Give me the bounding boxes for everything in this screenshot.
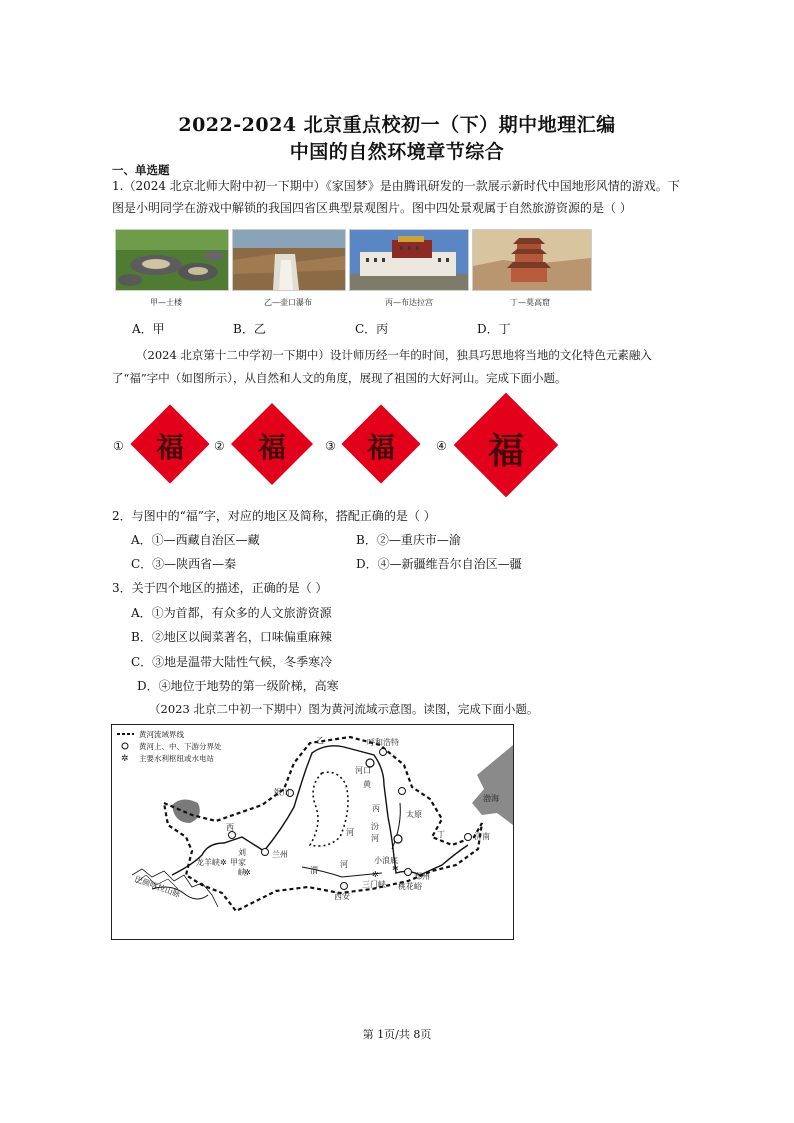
label-yi: 乙 (316, 736, 324, 745)
photo-mogao-caves (472, 229, 592, 291)
hohhot-city (380, 749, 387, 756)
q1-stem-line2: 图是小明同学在游戏中解锁的我国四省区典型景观图片。图中四处景观属于自然旅游资源的是（ ） (112, 201, 632, 215)
label-fen: 汾 (371, 822, 379, 831)
fu-marker-3: ③ (325, 439, 336, 453)
label-yinchuan: 银川 (274, 788, 290, 797)
label-he3: 河 (340, 860, 348, 869)
label-liujiaxia-2: 家 (238, 858, 246, 867)
fu-image-2 (231, 403, 313, 485)
legend-basin-boundary: 黄河流域界线 (139, 730, 184, 739)
intro-map: （2023 北京二中初一下期中）图为黄河流域示意图。读图，完成下面小题。 (149, 702, 539, 716)
taohuayu-division (394, 835, 402, 843)
label-xiaolangdi: 小浪底 (374, 856, 398, 865)
intro-fu (112, 344, 690, 390)
label-bing: 丙 (372, 804, 380, 813)
caption-ding: 丁—莫高窟 (510, 298, 550, 307)
q3-option-a: A．①为首都，有众多的人文旅游资源 (131, 606, 332, 620)
label-taiyuan: 太原 (406, 810, 422, 819)
legend-reach-division: 黄河上、中、下游分界处 (139, 742, 222, 751)
yellow-river (172, 746, 468, 875)
fu-image-4 (454, 393, 558, 497)
fu-marker-4: ④ (436, 439, 447, 453)
label-liujiaxia-1: 刘 (238, 848, 246, 857)
q2-option-a: A．①—西藏自治区—藏 (131, 533, 260, 547)
label-bayan-har: 巴颜喀拉山脉 (133, 874, 182, 900)
xian-city (341, 883, 348, 890)
label-jinan: 济南 (474, 832, 490, 841)
label-bohai: 渤海 (483, 794, 499, 803)
q3-option-d: D．④地位于地势的第一级阶梯，高寒 (137, 679, 339, 693)
legend-dam-icon: ✲ (121, 754, 129, 764)
caption-jia: 甲—土楼 (150, 298, 182, 307)
taiyuan-city (399, 788, 406, 795)
xining-city (229, 832, 236, 839)
fu-marker-2: ② (214, 439, 225, 453)
label-hohhot: 呼和浩特 (367, 738, 399, 747)
label-huang: 黄 (363, 780, 371, 789)
fu-image-1 (130, 404, 210, 484)
fu-char-1: 福 (155, 431, 184, 464)
q3-stem: 3．关于四个地区的描述，正确的是（ ） (112, 581, 328, 595)
caption-bing: 丙—布达拉宫 (385, 298, 433, 307)
dam-liujiaxia-icon: ✲ (244, 868, 251, 877)
section-label: 一、单选题 (112, 163, 170, 177)
q1-option-d: D．丁 (477, 322, 511, 336)
legend-dam: 主要水利枢纽或水电站 (139, 754, 214, 763)
basin-boundary (164, 737, 482, 911)
fu-char-3: 福 (366, 431, 395, 464)
yellow-river-map (111, 724, 514, 940)
dam-sanmenxia-icon: ✲ (372, 870, 379, 879)
jinan-city (465, 834, 472, 841)
fu-char-2: 福 (257, 431, 286, 464)
photo-tulou (115, 229, 229, 291)
intro-fu-line2: 了“福”字中（如图所示），从自然和人文的角度，展现了祖国的大好河山。完成下面小题。 (112, 371, 567, 385)
label-wei: 渭 (310, 866, 318, 875)
label-taohuayu: 桃花峪 (398, 882, 422, 891)
photo-hukou-waterfall (232, 229, 346, 291)
fu-marker-1: ① (113, 439, 124, 453)
label-longyangxia: 龙羊峡 (196, 858, 220, 867)
fu-char-4: 福 (487, 430, 524, 472)
label-liujiaxia-3: 峡 (238, 868, 246, 877)
label-xining: 西 (226, 823, 234, 832)
label-he2: 河 (371, 834, 379, 843)
q2-option-c: C．③—陕西省—秦 (131, 557, 237, 571)
label-hekou: 河口 (355, 766, 371, 775)
q1-stem-line1: 1.（2024 北京北师大附中初一下期中）《家国梦》是由腾讯研发的一款展示新时代中国地形风情的游戏。下 (112, 179, 680, 193)
lanzhou-city (262, 849, 269, 856)
q1-option-c: C．丙 (355, 322, 389, 336)
fu-image-3 (341, 404, 421, 484)
map-legend (117, 729, 222, 764)
label-sanmenxia: 三门峡 (362, 880, 386, 889)
page-title: 2022-2024 北京重点校初一（下）期中地理汇编 (178, 114, 616, 136)
inner-boundary (310, 772, 348, 846)
label-ding: 丁 (437, 830, 445, 839)
label-xian: 西安 (334, 892, 350, 901)
bohai-sea (472, 745, 513, 825)
label-zhengzhou: 郑州 (414, 872, 430, 881)
q3-option-c: C．③地是温带大陆性气候，冬季寒冷 (131, 655, 333, 669)
label-he1: 河 (346, 828, 354, 837)
q2-option-d: D．④—新疆维吾尔自治区—疆 (356, 557, 522, 571)
q1-option-b: B．乙 (233, 322, 266, 336)
q2-stem: 2．与图中的“福”字，对应的地区及简称，搭配正确的是（ ） (112, 509, 436, 523)
dam-xiaolangdi-icon: ✲ (392, 864, 399, 873)
intro-fu-line1: （2024 北京第十二中学初一下期中）设计师历经一年的时间，独具巧思地将当地的文化特色元素融入 (136, 348, 652, 362)
dam-longyangxia-icon: ✲ (220, 858, 227, 867)
page-subtitle: 中国的自然环境章节综合 (289, 141, 505, 163)
zhengzhou-city (405, 869, 412, 876)
q1-stem (112, 175, 690, 219)
q3-option-b: B．②地区以闽菜著名，口味偏重麻辣 (131, 630, 332, 644)
q2-option-b: B．②—重庆市—渝 (356, 533, 461, 547)
label-lanzhou: 兰州 (272, 850, 288, 859)
label-jia: 甲 (230, 858, 238, 867)
q1-option-a: A．甲 (132, 322, 165, 336)
page-footer: 第 1页/共 8页 (362, 1028, 432, 1041)
caption-yi: 乙—壶口瀑布 (264, 298, 312, 307)
photo-potala-palace (349, 229, 469, 291)
